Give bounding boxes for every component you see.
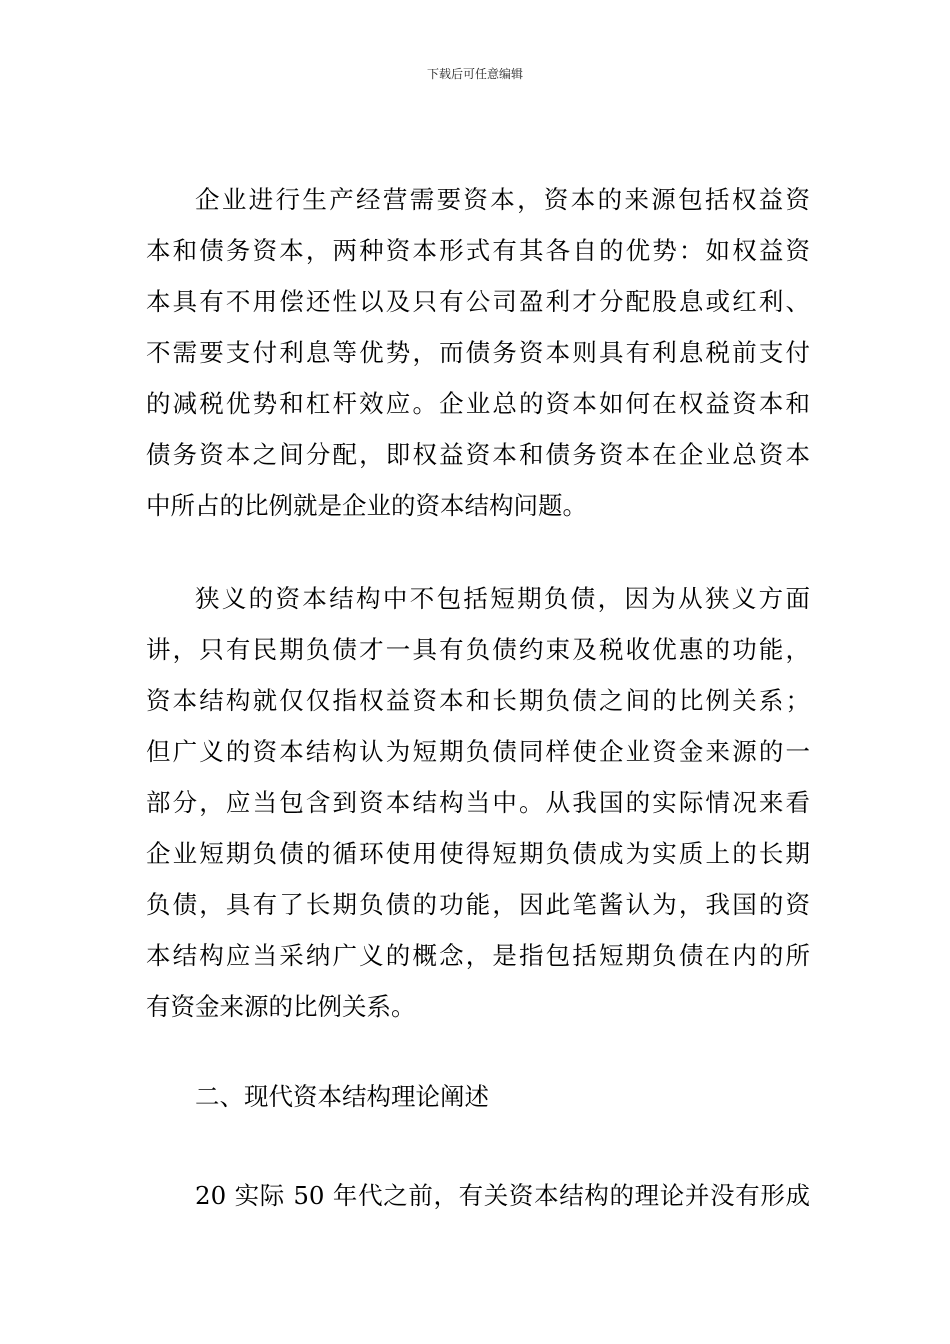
paragraph-line: 资本结构就仅仅指权益资本和长期负债之间的比例关系； <box>146 686 810 715</box>
paragraph-line: 狭义的资本结构中不包括短期负债，因为从狭义方面 <box>195 584 810 613</box>
section-heading: 二、现代资本结构理论阐述 <box>195 1082 489 1111</box>
paragraph-1 <box>146 174 810 531</box>
paragraph-line: 本结构应当采纳广义的概念，是指包括短期负债在内的所 <box>146 941 810 970</box>
paragraph-line: 负债，具有了长期负债的功能，因此笔酱认为，我国的资 <box>146 890 810 919</box>
paragraph-line: 本和债务资本，两种资本形式有其各自的优势：如权益资 <box>146 236 810 265</box>
paragraph-line: 讲，只有民期负债才一具有负债约束及税收优惠的功能， <box>146 635 810 664</box>
paragraph-line: 企业短期负债的循环使用使得短期负债成为实质上的长期 <box>146 839 810 868</box>
paragraph-line: 20 实际 50 年代之前，有关资本结构的理论并没有形成 <box>195 1181 810 1210</box>
paragraph-line: 债务资本之间分配，即权益资本和债务资本在企业总资本 <box>146 440 810 469</box>
paragraph-line: 不需要支付利息等优势，而债务资本则具有利息税前支付 <box>146 338 810 367</box>
paragraph-line: 但广义的资本结构认为短期负债同样使企业资金来源的一 <box>146 737 810 766</box>
paragraph-line: 中所占的比例就是企业的资本结构问题。 <box>146 491 587 520</box>
paragraph-3 <box>146 1170 810 1221</box>
paragraph-line: 部分，应当包含到资本结构当中。从我国的实际情况来看 <box>146 788 810 817</box>
section-heading-block <box>146 1071 810 1122</box>
paragraph-line: 本具有不用偿还性以及只有公司盈利才分配股息或红利、 <box>146 287 810 316</box>
paragraph-line: 有资金来源的比例关系。 <box>146 992 416 1021</box>
paragraph-line: 企业进行生产经营需要资本，资本的来源包括权益资 <box>195 185 810 214</box>
paragraph-2 <box>146 573 810 1032</box>
header-note: 下载后可任意编辑 <box>426 67 523 81</box>
paragraph-line: 的减税优势和杠杆效应。企业总的资本如何在权益资本和 <box>146 389 810 418</box>
